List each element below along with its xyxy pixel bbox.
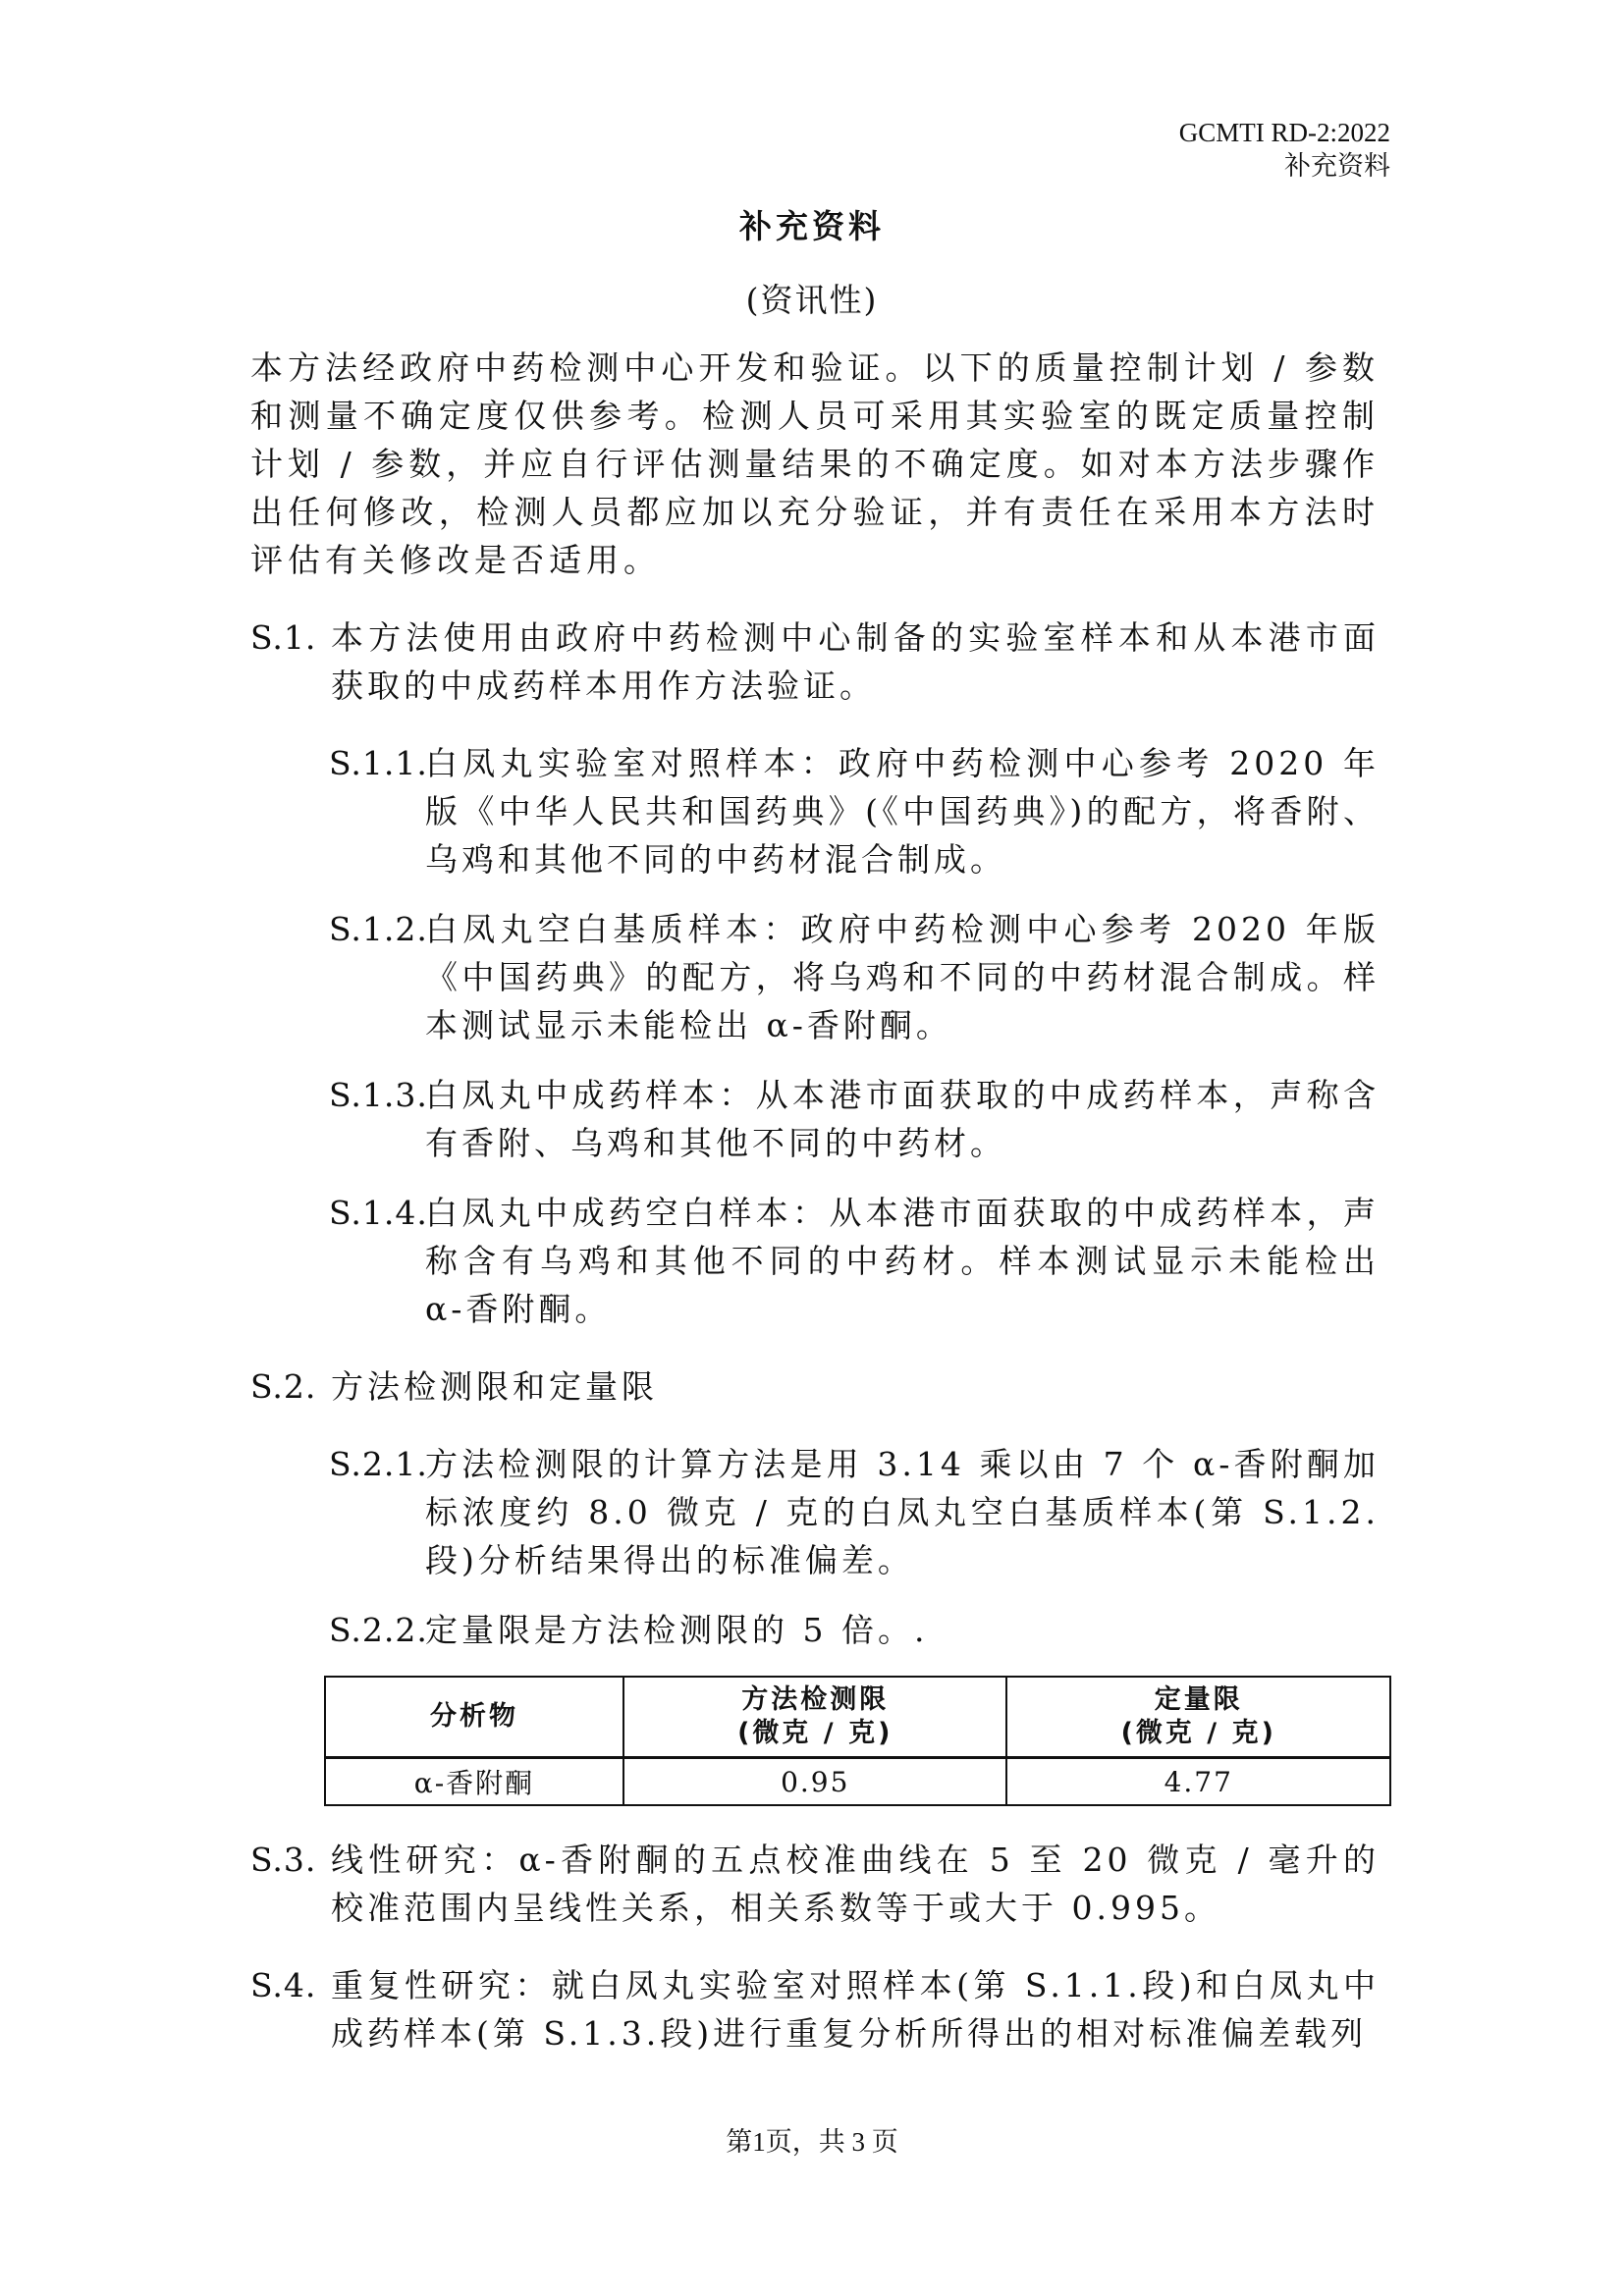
header-label: 方法检测限 [741,1684,890,1715]
section-text: 本方法使用由政府中药检测中心制备的实验室样本和从本港市面获取的中成药样本用作方法验证。 [331,618,1380,705]
document-code: GCMTI RD-2:2022 [1178,118,1390,147]
column-header-loq [1006,1677,1390,1758]
section-text: 白凤丸中成药空白样本：从本港市面获取的中成药样本，声称含有乌鸡和其他不同的中药材。样本测试显示未能检出 α-香附酮。 [425,1194,1380,1328]
table-row [325,1758,1390,1806]
intro-paragraph: 本方法经政府中药检测中心开发和验证。以下的质量控制计划 / 参数和测量不确定度仅供参考。检测人员可采用其实验室的既定质量控制计划 / 参数，并应自行评估测量结果的不确定度。如对本方法步骤作出任何修改，检测人员都应加以充分验证，并有责任在采用本方法时评估有关修改是否适用。 [250,348,1380,579]
section-s1-4 [329,1189,1380,1333]
section-text: 白凤丸中成药样本：从本港市面获取的中成药样本，声称含有香附、乌鸡和其他不同的中药材。 [425,1076,1380,1162]
column-header-mdl [623,1677,1007,1758]
section-text: 重复性研究：就白凤丸实验室对照样本(第 S.1.1.段)和白凤丸中成药样本(第 S.1.3.段)进行重复分析所得出的相对标准偏差载列 [331,1966,1380,2053]
section-s2 [250,1362,1380,1411]
section-number: S.1.4. [329,1194,428,1232]
section-s3 [250,1836,1380,1932]
section-text: 方法检测限的计算方法是用 3.14 乘以由 7 个 α-香附酮加标浓度约 8.0 微克 / 克的白凤丸空白基质样本(第 S.1.2.段)分析结果得出的标准偏差。 [425,1445,1380,1579]
section-text: 线性研究：α-香附酮的五点校准曲线在 5 至 20 微克 / 毫升的校准范围内呈线性关系，相关系数等于或大于 0.995。 [331,1841,1380,1927]
section-text: 白凤丸空白基质样本：政府中药检测中心参考 2020 年版《中国药典》的配方，将乌鸡和不同的中药材混合制成。样本测试显示未能检出 α-香附酮。 [425,910,1380,1044]
header-label: 定量限 [1154,1684,1243,1715]
section-number: S.2.1. [329,1445,428,1483]
section-s2-1 [329,1440,1380,1584]
section-s1 [250,614,1380,710]
section-number: S.1.1. [329,744,428,782]
section-number: S.1.3. [329,1076,428,1114]
page-subtitle: (资讯性) [745,281,879,319]
header-unit: (微克 / 克) [737,1718,893,1748]
header-label: 分析物 [429,1701,518,1732]
section-s2-2 [329,1606,1380,1654]
section-s1-3 [329,1071,1380,1167]
section-number: S.3. [250,1841,317,1879]
section-s1-2 [329,905,1380,1049]
section-text: 定量限是方法检测限的 5 倍。. [425,1611,929,1649]
section-s1-1 [329,739,1380,883]
section-text: 方法检测限和定量限 [331,1367,658,1406]
section-number: S.2. [250,1367,317,1406]
section-text: 白凤丸实验室对照样本：政府中药检测中心参考 2020 年版《中华人民共和国药典》(《中国药典》)的配方，将香附、乌鸡和其他不同的中药材混合制成。 [425,744,1380,879]
detection-limit-table [324,1676,1391,1806]
table-header-row [325,1677,1390,1758]
section-s4 [250,1961,1380,2057]
cell-analyte: α-香附酮 [325,1758,623,1806]
document-header [1179,116,1390,183]
cell-loq: 4.77 [1006,1758,1390,1806]
page-footer: 第1页，共 3 页 [726,2127,898,2157]
section-number: S.4. [250,1966,317,2004]
document-body [250,344,1380,2057]
page-title: 补充资料 [739,207,885,245]
header-unit: (微克 / 克) [1120,1718,1276,1748]
section-number: S.1. [250,618,317,657]
section-number: S.2.2. [329,1611,428,1649]
cell-mdl: 0.95 [623,1758,1007,1806]
header-section-label: 补充资料 [1284,151,1390,181]
column-header-analyte [325,1677,623,1758]
section-number: S.1.2. [329,910,428,948]
